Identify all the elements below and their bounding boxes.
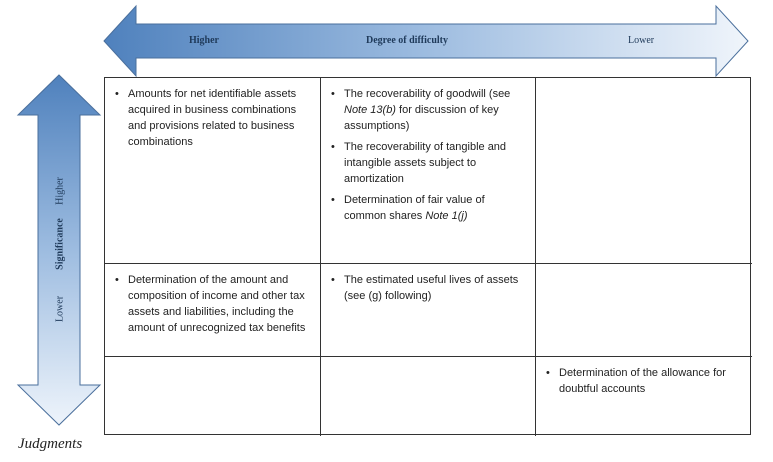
- cell-high-sig-mid-diff: [321, 78, 536, 264]
- list-item: • Amounts for net identifiable assets acquired in business combinations and provisions related to business combinations: [115, 86, 306, 150]
- judgment-matrix: [104, 77, 751, 435]
- judgments-caption: Judgments: [18, 436, 83, 452]
- cell-low-sig-low-diff: [536, 357, 752, 436]
- cell-mid-sig-low-diff: [536, 264, 752, 357]
- cell-low-sig-high-diff: [105, 357, 321, 436]
- difficulty-title-label: Degree of difficulty: [366, 35, 449, 46]
- significance-higher-label: Higher: [54, 177, 66, 205]
- list-item: • The recoverability of tangible and intangible assets subject to amortization: [331, 139, 521, 187]
- list-item: • Determination of the allowance for doubtful accounts: [546, 365, 738, 397]
- list-item: • Determination of fair value of common shares Note 1(j): [331, 192, 521, 224]
- list-item: • The recoverability of goodwill (see Note 13(b) for discussion of key assumptions): [331, 86, 521, 134]
- list-item: • Determination of the amount and composition of income and other tax assets and liabilities, including the amount of unrecognized tax benefits: [115, 272, 306, 336]
- cell-high-sig-high-diff: [105, 78, 321, 264]
- list-item: • The estimated useful lives of assets (see (g) following): [331, 272, 521, 304]
- significance-title-label: Significance: [54, 218, 66, 270]
- cell-low-sig-mid-diff: [321, 357, 536, 436]
- cell-high-sig-low-diff: [536, 78, 752, 264]
- significance-lower-label: Lower: [54, 295, 66, 323]
- cell-mid-sig-mid-diff: [321, 264, 536, 357]
- difficulty-lower-label: Lower: [628, 35, 655, 46]
- difficulty-higher-label: Higher: [189, 35, 219, 46]
- cell-mid-sig-high-diff: [105, 264, 321, 357]
